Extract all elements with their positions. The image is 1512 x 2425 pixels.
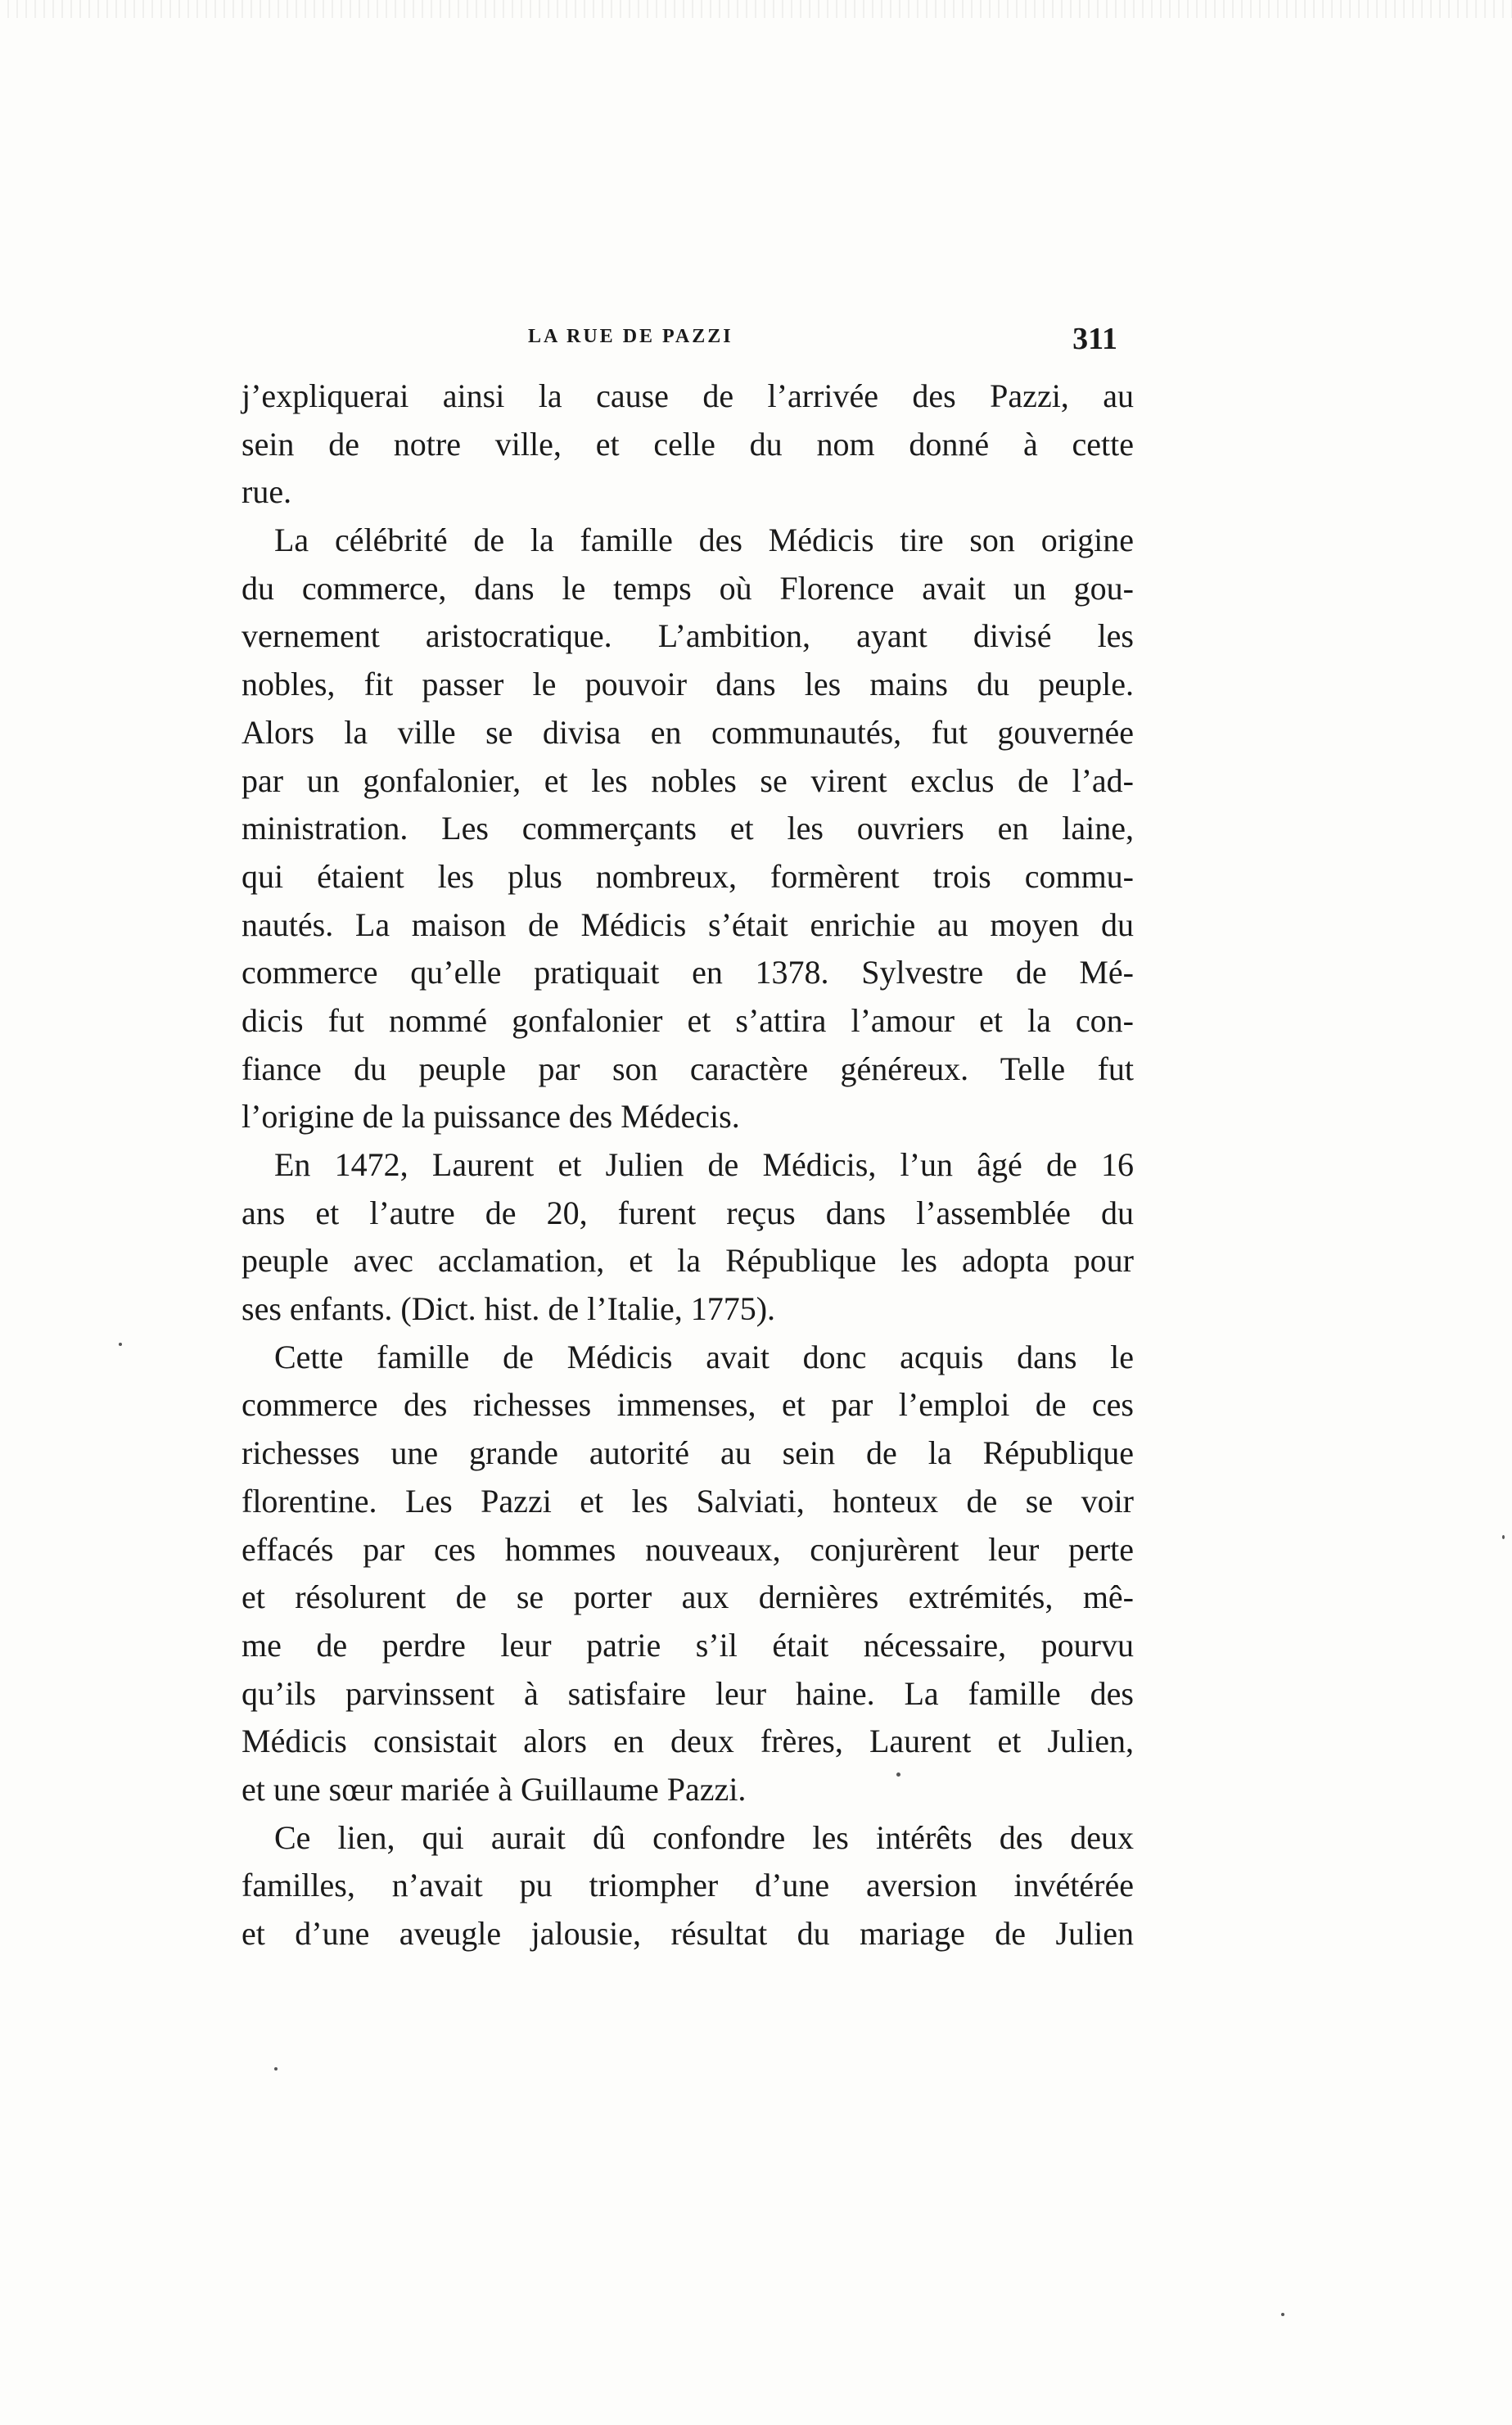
text-line: La célébrité de la famille des Médicis tire son origine [274, 522, 1134, 559]
text-line: Alors la ville se divisa en communautés, fut gouvernée [241, 713, 1134, 751]
scan-speck [119, 1343, 122, 1346]
scan-edge-noise [0, 0, 1512, 18]
text-line: Cette famille de Médicis avait donc acquis dans le [274, 1338, 1134, 1375]
running-title: LA RUE DE PAZZI [528, 326, 733, 347]
text-line: j’expliquerai ainsi la cause de l’arrivée des Pazzi, au [241, 377, 1134, 414]
page-number: 311 [1072, 322, 1117, 356]
text-line: l’origine de la puissance des Médecis. [241, 1098, 740, 1136]
text-line: qu’ils parvinssent à satisfaire leur haine. La famille des [241, 1674, 1134, 1712]
text-line: sein de notre ville, et celle du nom donné à cette [241, 425, 1134, 463]
scan-speck [1502, 1535, 1505, 1539]
text-line: rue. [241, 473, 292, 511]
text-line: Ce lien, qui aurait dû confondre les intérêts des deux [274, 1818, 1134, 1856]
text-line: qui étaient les plus nombreux, formèrent trois commu- [241, 857, 1134, 895]
text-line: ses enfants. (Dict. hist. de l’Italie, 1775). [241, 1290, 776, 1328]
text-line: florentine. Les Pazzi et les Salviati, honteux de se voir [241, 1482, 1134, 1520]
text-line: et d’une aveugle jalousie, résultat du mariage de Julien [241, 1915, 1134, 1952]
text-line: familles, n’avait pu triompher d’une aversion invétérée [241, 1867, 1134, 1904]
text-line: commerce des richesses immenses, et par l’emploi de ces [241, 1386, 1134, 1424]
body-text [241, 373, 1134, 1958]
text-line: Médicis consistait alors en deux frères, Laurent et Julien, [241, 1723, 1134, 1760]
scan-speck [896, 1772, 900, 1777]
text-line: ministration. Les commerçants et les ouvriers en laine, [241, 810, 1134, 847]
text-line: et une sœur mariée à Guillaume Pazzi. [241, 1770, 747, 1808]
text-line: nautés. La maison de Médicis s’était enrichie au moyen du [241, 905, 1134, 943]
text-line: peuple avec acclamation, et la République les adopta pour [241, 1242, 1134, 1280]
scan-speck [274, 2067, 278, 2071]
text-line: commerce qu’elle pratiquait en 1378. Sylvestre de Mé- [241, 954, 1134, 991]
text-line: du commerce, dans le temps où Florence avait un gou- [241, 569, 1134, 607]
text-line: fiance du peuple par son caractère généreux. Telle fut [241, 1050, 1134, 1087]
text-line: effacés par ces hommes nouveaux, conjurèrent leur perte [241, 1530, 1134, 1568]
running-head [241, 321, 1134, 370]
scan-speck [1281, 2313, 1284, 2316]
text-line: ans et l’autre de 20, furent reçus dans l’assemblée du [241, 1194, 1134, 1231]
text-line: par un gonfalonier, et les nobles se virent exclus de l’ad- [241, 761, 1134, 799]
text-line: me de perdre leur patrie s’il était nécessaire, pourvu [241, 1626, 1134, 1664]
text-line: nobles, fit passer le pouvoir dans les mains du peuple. [241, 666, 1134, 703]
text-line: dicis fut nommé gonfalonier et s’attira l’amour et la con- [241, 1001, 1134, 1039]
text-line: et résolurent de se porter aux dernières extrémités, mê- [241, 1578, 1134, 1616]
text-line: En 1472, Laurent et Julien de Médicis, l’un âgé de 16 [274, 1146, 1134, 1183]
text-line: vernement aristocratique. L’ambition, ayant divisé les [241, 617, 1134, 655]
text-line: richesses une grande autorité au sein de la République [241, 1434, 1134, 1472]
